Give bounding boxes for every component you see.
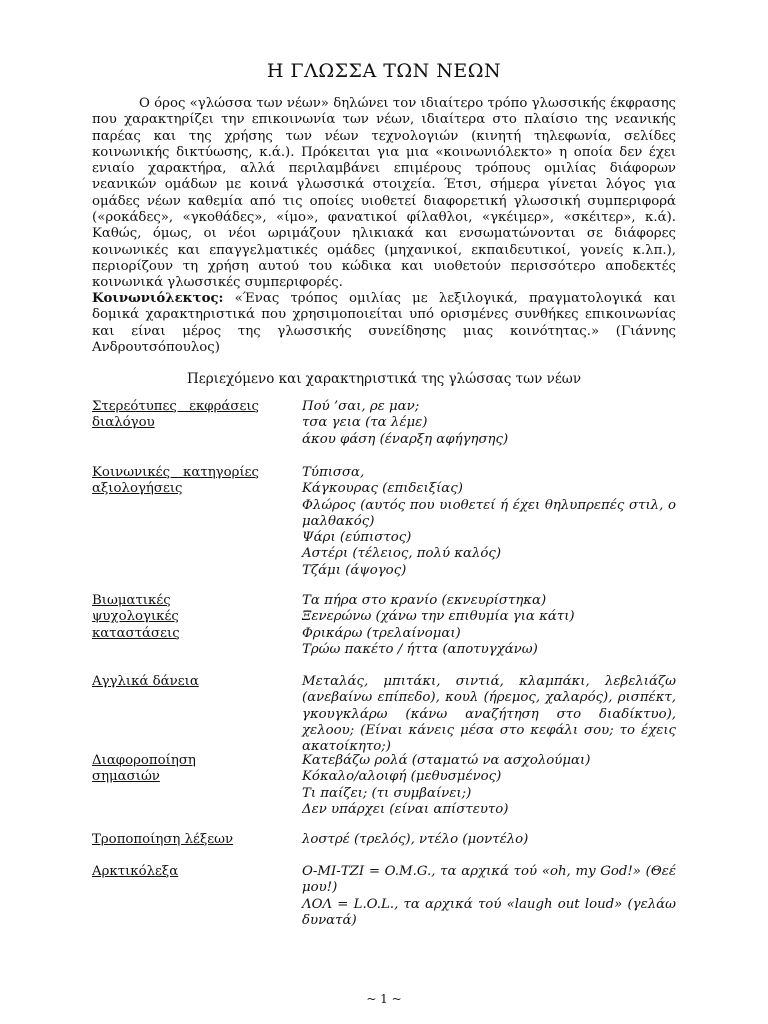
example-line: Ο-ΜΙ-ΤΖΙ = O.M.G., τα αρχικά τού «oh, my God!» (Θεέ μου!) [302, 864, 676, 896]
feature-examples [302, 753, 676, 818]
feature-row [92, 593, 676, 659]
intro-text: Ο όρος «γλώσσα των νέων» δηλώνει τον ιδιαίτερο τρόπο γλωσσικής έκφρασης που χαρακτηρίζει την επικοινωνία των νέων, ιδιαίτερα στο πλαίσιο της νεανικής παρέας και της χρήσης των νέων τεχνολογιών (κινητή τηλεφωνία, σελίδες κοινωνικής δικτύωσης, κ.ά.). Πρόκειται για μια «κοινωνιόλεκτο» η οποία δεν έχει ενιαίο χαρακτήρα, αλλά περιλαμβάνει επιμέρους τρόπους ομιλίας διάφορων νεανικών ομάδων με κοινά γλωσσικά στοιχεία. Έτσι, σήμερα γίνεται λόγος για ομάδες νέων καθεμία από τις οποίες υιοθετεί διαφορετική γλωσσική συμπεριφορά («ροκάδες», «γκοθάδες», «ίμο», φανατικοί φίλαθλοι, «γκέιμερ», «σκέιτερ», κ.ά). Καθώς, όμως, οι νέοι ωριμάζουν ηλικιακά και ενσωματώνονται σε διάφορες κοινωνικές και επαγγελματικές ομάδες (μηχανικοί, εκπαιδευτικοί, γονείς κ.λπ.), περιορίζουν τη χρήση αυτού του κώδικα και υιοθετούν περισσότερο αποδεκτές κοινωνικά γλωσσικές συμπεριφορές. [92, 96, 676, 291]
example-line: Τα πήρα στο κρανίο (εκνευρίστηκα) [302, 593, 547, 608]
example-line: Τύπισσα, [302, 465, 365, 480]
feature-category: Τροποποίηση λέξεων [92, 832, 234, 847]
intro-paragraph [92, 96, 676, 292]
example-line: τσα γεια (τα λέμε) [302, 415, 428, 431]
feature-row [92, 864, 676, 930]
example-line: Φρικάρω (τρελαίνομαι) [302, 625, 461, 641]
example-line: Αστέρι (τέλειος, πολύ καλός) [302, 546, 502, 562]
example-line: λοστρέ (τρελός), ντέλο (μοντέλο) [302, 832, 529, 847]
feature-row [92, 832, 676, 850]
example-line: Τζάμι (άψογος) [302, 562, 407, 578]
feature-row [92, 674, 676, 755]
feature-examples [302, 593, 676, 658]
example-line: Μεταλάς, μπιτάκι, σιντιά, κλαμπάκι, λεβελιάζω (ανεβαίνω επίπεδο), κουλ (ήρεμος, χαλαρός), ρισπέκτ, γκουγκλάρω (κάνω αναζήτηση στο διαδίκτυο), χελοου; (Είναι κάνεις μέσα στο κεφάλι σου; το έχεις ακατοίκητο;) [302, 674, 676, 755]
example-line: Πού ’σαι, ρε μαν; [302, 399, 420, 414]
feature-row [92, 399, 676, 449]
example-line: Κατεβάζω ρολά (σταματώ να ασχολούμαι) [302, 753, 591, 768]
feature-row [92, 753, 676, 819]
definition-text: «Ένας τρόπος ομιλίας με λεξιλογικά, πραγματολογικά και δομικά χαρακτηριστικά που χρησιμοποιείται υπό ορισμένες συνθήκες επικοινωνίας και είναι μέρος της γλωσσικής συνείδησης μιας κοινότητας.» (Γιάννης Ανδρουτσόπουλος) [92, 291, 676, 355]
example-line: Δεν υπάρχει (είναι απίστευτο) [302, 801, 509, 817]
definition-paragraph [92, 291, 676, 356]
feature-examples [302, 465, 676, 579]
feature-examples [302, 832, 676, 848]
feature-category: Στερεότυπες εκφράσεις διαλόγου [92, 399, 259, 431]
document-title: Η ΓΛΩΣΣΑ ΤΩΝ ΝΕΩΝ [266, 60, 502, 82]
example-line: Τρώω πακέτο / ήττα (αποτυγχάνω) [302, 641, 538, 657]
example-line: Φλώρος (αυτός που υιοθετεί ή έχει θηλυπρεπές στιλ, ο μαλθακός) [302, 497, 676, 529]
example-line: άκου φάση (έναρξη αφήγησης) [302, 431, 509, 447]
feature-category: Αρκτικόλεξα [92, 864, 179, 879]
example-line: ΛΟΛ = L.O.L., τα αρχικά τού «laugh out loud» (γελάω δυνατά) [302, 896, 676, 928]
example-line: Κόκαλο/αλοιφή (μεθυσμένος) [302, 769, 502, 785]
feature-examples [302, 864, 676, 929]
feature-examples [302, 674, 676, 755]
section-subtitle: Περιεχόμενο και χαρακτηριστικά της γλώσσας των νέων [186, 371, 582, 387]
feature-category: Κοινωνικές κατηγορίες αξιολογήσεις [92, 465, 259, 497]
example-line: Κάγκουρας (επιδειξίας) [302, 481, 463, 497]
feature-row [92, 465, 676, 580]
feature-examples [302, 399, 676, 448]
feature-category: Αγγλικά δάνεια [92, 674, 199, 689]
feature-category: Βιωματικές ψυχολογικές καταστάσεις [92, 593, 180, 641]
example-line: Ξενερώνω (χάνω την επιθυμία για κάτι) [302, 609, 575, 625]
definition-term: Κοινωνιόλεκτος: [92, 291, 224, 306]
example-line: Τι παίζει; (τι συμβαίνει;) [302, 785, 472, 801]
example-line: Ψάρι (εύπιστος) [302, 530, 412, 546]
feature-category: Διαφοροποίηση σημασιών [92, 753, 196, 785]
page-number: ~ 1 ~ [366, 992, 402, 1006]
